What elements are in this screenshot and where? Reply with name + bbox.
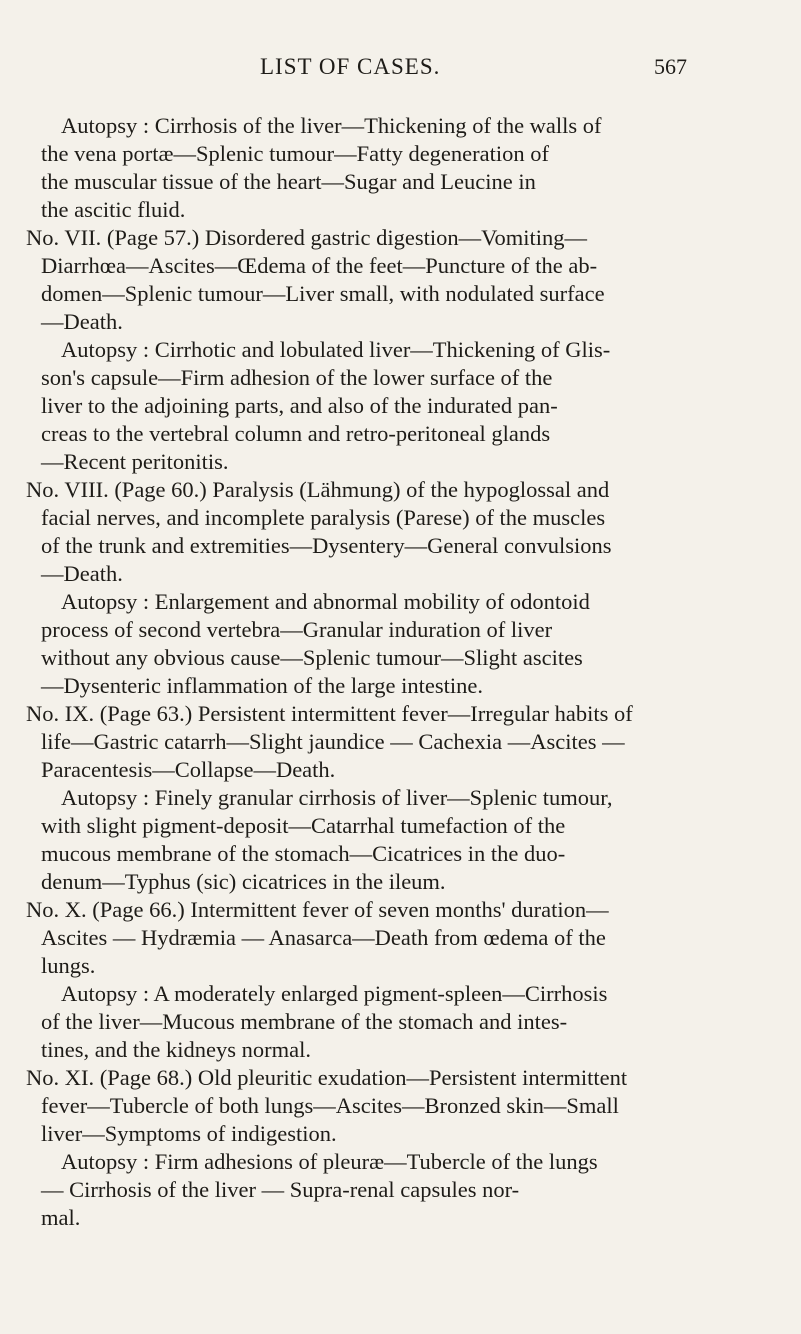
text-line: No. X. (Page 66.) Intermittent fever of seven months' duration— [26,897,609,922]
text-line: facial nerves, and incomplete paralysis (Parese) of the muscles [41,505,606,530]
text-line: No. VIII. (Page 60.) Paralysis (Lähmung) of the hypoglossal and [26,477,610,502]
text-line: without any obvious cause—Splenic tumour—Slight ascites [41,645,583,670]
text-line: Ascites — Hydræmia — Anasarca—Death from œdema of the [41,925,606,950]
text-line: tines, and the kidneys normal. [41,1037,311,1062]
text-line: lungs. [41,953,96,978]
text-line: Autopsy : Firm adhesions of pleuræ—Tubercle of the lungs [61,1149,598,1174]
text-line: Autopsy : Finely granular cirrhosis of liver—Splenic tumour, [61,785,613,810]
running-head [0,54,801,88]
text-line: —Death. [41,309,123,334]
text-line: creas to the vertebral column and retro-peritoneal glands [41,421,551,446]
text-line: Autopsy : Cirrhotic and lobulated liver—Thickening of Glis- [61,337,611,362]
text-line: mucous membrane of the stomach—Cicatrices in the duo- [41,841,566,866]
text-line: —Dysenteric inflammation of the large intestine. [41,673,483,698]
text-line: liver—Symptoms of indigestion. [41,1121,337,1146]
text-line: fever—Tubercle of both lungs—Ascites—Bronzed skin—Small [41,1093,619,1118]
text-line: domen—Splenic tumour—Liver small, with nodulated surface [41,281,605,306]
text-line: Autopsy : Enlargement and abnormal mobility of odontoid [61,589,590,614]
text-line: —Recent peritonitis. [41,449,229,474]
text-line: the vena portæ—Splenic tumour—Fatty degeneration of [41,141,550,166]
text-line: the ascitic fluid. [41,197,186,222]
text-line: Paracentesis—Collapse—Death. [41,757,336,782]
text-line: with slight pigment-deposit—Catarrhal tumefaction of the [41,813,566,838]
text-line: No. IX. (Page 63.) Persistent intermittent fever—Irregular habits of [26,701,633,726]
text-line: son's capsule—Firm adhesion of the lower surface of the [41,365,553,390]
running-title: LIST OF CASES. [260,54,441,79]
text-line: —Death. [41,561,123,586]
text-line: of the liver—Mucous membrane of the stomach and intes- [41,1009,568,1034]
text-line: process of second vertebra—Granular induration of liver [41,617,553,642]
text-line: liver to the adjoining parts, and also of the indurated pan- [41,393,558,418]
text-line: life—Gastric catarrh—Slight jaundice — Cachexia —Ascites — [41,729,625,754]
text-line: the muscular tissue of the heart—Sugar and Leucine in [41,169,536,194]
text-line: No. VII. (Page 57.) Disordered gastric digestion—Vomiting— [26,225,587,250]
text-line: No. XI. (Page 68.) Old pleuritic exudation—Persistent intermittent [26,1065,628,1090]
text-line: Diarrhœa—Ascites—Œdema of the feet—Puncture of the ab- [41,253,598,278]
text-line: Autopsy : Cirrhosis of the liver—Thickening of the walls of [61,113,602,138]
text-line: — Cirrhosis of the liver — Supra-renal capsules nor- [41,1177,520,1202]
text-line: denum—Typhus (sic) cicatrices in the ileum. [41,869,446,894]
text-line: of the trunk and extremities—Dysentery—General convulsions [41,533,612,558]
text-line: Autopsy : A moderately enlarged pigment-spleen—Cirrhosis [61,981,608,1006]
page-number: 567 [654,54,687,79]
text-line: mal. [41,1205,81,1230]
